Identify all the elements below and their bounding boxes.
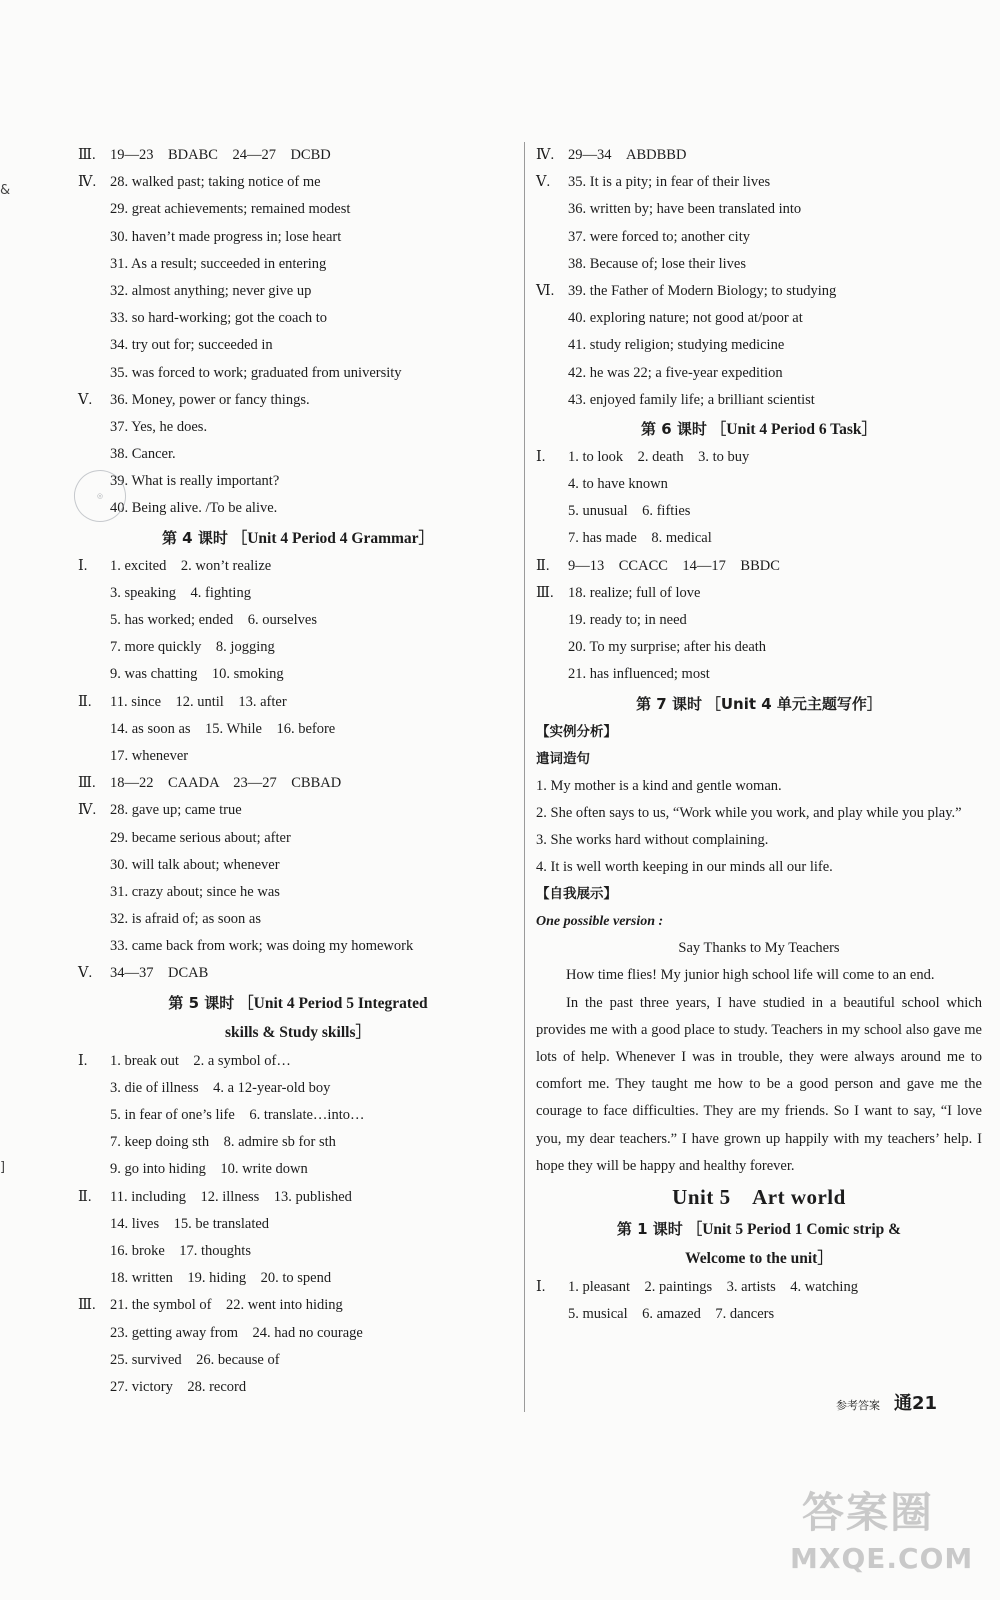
answer-text: 11. since 12. until 13. after	[110, 693, 287, 710]
answer-text: 14. as soon as 15. While 16. before	[110, 720, 336, 737]
section-numeral: Ⅵ.	[536, 282, 555, 299]
answer-text: 3. die of illness 4. a 12-year-old boy	[110, 1079, 331, 1096]
answer-line	[78, 1374, 518, 1401]
lesson-title: ［Unit 5 Period 1 Comic strip &	[686, 1220, 902, 1238]
answer-line	[78, 743, 518, 770]
answer-text: 34—37 DCAB	[110, 965, 209, 982]
lesson-title-continued: skills & Study skills］	[224, 1023, 372, 1041]
answer-line	[536, 224, 982, 251]
page-number: 通21	[894, 1393, 938, 1414]
lesson-heading-continued	[536, 1244, 982, 1274]
column-divider	[524, 142, 525, 1412]
answer-line	[536, 142, 982, 169]
answer-text: 4. to have known	[568, 476, 668, 493]
answer-line	[78, 1048, 518, 1075]
essay-title: Say Thanks to My Teachers	[678, 940, 840, 957]
answer-text: 40. Being alive. /To be alive.	[110, 500, 278, 517]
answer-text: 30. will talk about; whenever	[110, 856, 280, 873]
answer-line	[536, 332, 982, 359]
answer-text: 21. has influenced; most	[568, 666, 710, 683]
lesson-heading	[536, 689, 982, 719]
lesson-title-continued: Welcome to the unit］	[685, 1249, 833, 1267]
answer-text: 1. to look 2. death 3. to buy	[568, 448, 750, 465]
watermark-en: MXQE.COM	[790, 1542, 974, 1575]
answer-text: 35. It is a pity; in fear of their lives	[568, 174, 771, 191]
section-numeral: Ⅴ.	[78, 391, 93, 408]
stamp-mark: ◎	[95, 490, 104, 501]
answer-text: 1. break out 2. a symbol of…	[110, 1052, 291, 1069]
answer-line	[78, 906, 518, 933]
answer-line	[78, 933, 518, 960]
answer-line	[78, 1211, 518, 1238]
section-numeral: Ⅲ.	[78, 775, 96, 792]
lesson-title: ［Unit 4 Period 6 Task］	[710, 420, 877, 438]
section-numeral: Ⅰ.	[536, 448, 546, 465]
section-numeral: Ⅰ.	[78, 557, 88, 574]
answer-text: 18. written 19. hiding 20. to spend	[110, 1270, 332, 1287]
answer-text: 33. so hard-working; got the coach to	[110, 310, 328, 327]
unit-title: Unit 5 Art world	[672, 1184, 846, 1209]
answer-line	[78, 716, 518, 743]
answer-line	[536, 634, 982, 661]
answer-text: 3. speaking 4. fighting	[110, 584, 251, 601]
sentence-line	[536, 800, 982, 827]
answer-text: 5. in fear of one’s life 6. translate…into…	[110, 1107, 365, 1123]
answer-text: 32. is afraid of; as soon as	[110, 911, 262, 928]
answer-text: 42. he was 22; a five-year expedition	[568, 364, 783, 381]
answer-text: 37. Yes, he does.	[110, 418, 208, 435]
possible-version-label: One possible version :	[536, 914, 664, 930]
answer-line	[536, 169, 982, 196]
answer-line	[536, 444, 982, 471]
lesson-number: 第 4 课时	[161, 528, 228, 547]
answer-text: 18. realize; full of love	[568, 584, 701, 601]
answer-line	[536, 498, 982, 525]
answer-line	[78, 770, 518, 797]
answer-text: 32. almost anything; never give up	[110, 282, 312, 299]
lesson-heading-continued	[78, 1018, 518, 1048]
answer-line	[78, 634, 518, 661]
section-numeral: Ⅰ.	[536, 1278, 546, 1295]
section-label-show: 【自我展示】	[536, 886, 617, 903]
section-numeral: Ⅱ.	[536, 557, 550, 574]
answer-line	[78, 387, 518, 414]
section-label-analysis: 【实例分析】	[536, 723, 617, 740]
answer-line	[78, 553, 518, 580]
footer-label: 参考答案	[836, 1399, 880, 1412]
answer-line	[536, 471, 982, 498]
edge-mark-bottom: ]	[0, 1160, 6, 1175]
answer-text: 17. whenever	[110, 747, 189, 764]
edge-mark-top: &	[0, 183, 11, 198]
answer-text: 37. were forced to; another city	[568, 228, 750, 245]
answer-line	[78, 661, 518, 688]
answer-text: 29. became serious about; after	[110, 829, 291, 846]
section-numeral: Ⅲ.	[78, 147, 96, 163]
answer-text: 40. exploring nature; not good at/poor at	[568, 310, 803, 327]
answer-line	[78, 1156, 518, 1183]
answer-text: 1. excited 2. won’t realize	[110, 557, 272, 574]
answer-line	[78, 797, 518, 824]
answer-line	[78, 332, 518, 359]
sentence-line	[536, 773, 982, 800]
answer-text: 18—22 CAADA 23—27 CBBAD	[110, 775, 342, 792]
answer-line	[78, 1292, 518, 1319]
answer-text: 5. unusual 6. fifties	[568, 503, 691, 520]
answer-text: 1. pleasant 2. paintings 3. artists 4. watching	[568, 1278, 858, 1295]
section-numeral: Ⅱ.	[78, 1188, 92, 1205]
answer-text: 36. written by; have been translated into	[568, 201, 802, 218]
site-watermark	[782, 1480, 982, 1590]
answer-text: 38. Cancer.	[110, 446, 176, 463]
lesson-title: ［Unit 4 单元主题写作］	[705, 694, 882, 713]
lesson-heading	[536, 1214, 982, 1244]
answer-line	[78, 305, 518, 332]
answer-line	[78, 879, 518, 906]
section-numeral: Ⅳ.	[78, 802, 97, 819]
section-numeral: Ⅳ.	[78, 174, 97, 191]
answer-line	[78, 1347, 518, 1374]
lesson-heading	[78, 988, 518, 1018]
answer-line	[536, 278, 982, 305]
answer-line	[78, 224, 518, 251]
sentence-line	[536, 854, 982, 881]
answer-text: 20. To my surprise; after his death	[568, 639, 767, 656]
answer-text: 29. great achievements; remained modest	[110, 201, 351, 218]
answer-line	[536, 387, 982, 414]
answer-text: 19. ready to; in need	[568, 612, 687, 628]
answer-line	[536, 1274, 982, 1301]
answer-line	[78, 1075, 518, 1102]
answer-text: 23. getting away from 24. had no courage	[110, 1324, 363, 1341]
answer-text: 28. walked past; taking notice of me	[110, 174, 321, 191]
section-numeral: Ⅴ.	[536, 174, 551, 191]
lesson-heading	[78, 523, 518, 553]
answer-line	[78, 1184, 518, 1211]
answer-line	[78, 169, 518, 196]
answer-text: 35. was forced to work; graduated from university	[110, 364, 402, 381]
answer-text: 19—23 BDABC 24—27 DCBD	[110, 147, 331, 163]
answer-text: 11. including 12. illness 13. published	[110, 1188, 352, 1205]
answer-text: 33. came back from work; was doing my homework	[110, 938, 414, 955]
answer-text: 38. Because of; lose their lives	[568, 255, 746, 272]
right-column	[536, 142, 982, 1328]
answer-text: 9. was chatting 10. smoking	[110, 666, 284, 683]
section-numeral: Ⅱ.	[78, 693, 92, 710]
section-numeral: Ⅰ.	[78, 1052, 88, 1069]
answer-text: 29—34 ABDBBD	[568, 147, 687, 163]
answer-line	[536, 607, 982, 634]
answer-text: 41. study religion; studying medicine	[568, 337, 785, 354]
answer-line	[78, 825, 518, 852]
section-numeral: Ⅴ.	[78, 965, 93, 982]
answer-text: 25. survived 26. because of	[110, 1351, 280, 1368]
sentence-text: 2. She often says to us, “Work while you work, and play while you play.”	[536, 804, 962, 821]
answer-line	[78, 852, 518, 879]
answer-text: 21. the symbol of 22. went into hiding	[110, 1297, 343, 1314]
answer-line	[536, 251, 982, 278]
answer-line	[536, 196, 982, 223]
section-label-sentences: 遣词造句	[536, 750, 590, 767]
section-numeral: Ⅲ.	[78, 1297, 96, 1314]
answer-line	[78, 580, 518, 607]
answer-text: 5. has worked; ended 6. ourselves	[110, 612, 317, 628]
answer-line	[536, 305, 982, 332]
answer-text: 7. has made 8. medical	[568, 530, 712, 547]
answer-text: 14. lives 15. be translated	[110, 1215, 270, 1232]
answer-text: 28. gave up; came true	[110, 802, 242, 819]
answer-line	[536, 661, 982, 688]
answer-line	[78, 1265, 518, 1292]
answer-line	[78, 689, 518, 716]
answer-text: 30. haven’t made progress in; lose heart	[110, 228, 342, 245]
answer-text: 34. try out for; succeeded in	[110, 337, 273, 354]
answer-line	[78, 468, 518, 495]
answer-text: 36. Money, power or fancy things.	[110, 391, 310, 408]
answer-text: 31. crazy about; since he was	[110, 883, 280, 900]
answer-text: 31. As a result; succeeded in entering	[110, 255, 327, 272]
essay-paragraph: In the past three years, I have studied in a beautiful school which provides me with a good place to study. Teachers in my school also gave me lots of help. Whenever I was in trouble, they were always around me to comfort me. They taught me how to be a good person and gave me the courage to face difficulties. They are my friends. So I want to say, “I love you, my dear teachers.” I have grown up happily with my teachers’ help. I hope they will be happy and healthy forever.	[536, 994, 982, 1174]
essay-paragraph: How time flies! My junior high school life will come to an end.	[566, 967, 935, 984]
answer-line	[78, 441, 518, 468]
sentence-text: 3. She works hard without complaining.	[536, 831, 769, 848]
answer-line	[78, 1129, 518, 1156]
answer-line	[536, 1301, 982, 1328]
lesson-number: 第 6 课时	[641, 419, 707, 438]
answer-text: 7. keep doing sth 8. admire sb for sth	[110, 1134, 336, 1151]
left-column	[78, 142, 518, 1401]
section-numeral: Ⅳ.	[536, 147, 555, 163]
answer-text: 39. the Father of Modern Biology; to studying	[568, 282, 837, 299]
sentence-line	[536, 827, 982, 854]
answer-line	[78, 495, 518, 522]
answer-line	[78, 251, 518, 278]
answer-line	[78, 360, 518, 387]
sentence-text: 4. It is well worth keeping in our minds all our life.	[536, 859, 833, 876]
answer-text: 27. victory 28. record	[110, 1378, 247, 1395]
answer-line	[78, 142, 518, 169]
lesson-number: 第 7 课时	[636, 694, 702, 713]
answer-line	[78, 1238, 518, 1265]
answer-line	[78, 278, 518, 305]
answer-line	[78, 196, 518, 223]
answer-line	[78, 1102, 518, 1129]
answer-text: 5. musical 6. amazed 7. dancers	[568, 1306, 775, 1323]
answer-line	[78, 960, 518, 987]
watermark-cn: 答案圈	[802, 1488, 935, 1537]
answer-line	[78, 1320, 518, 1347]
answer-text: 43. enjoyed family life; a brilliant scientist	[568, 391, 815, 408]
answer-line	[536, 360, 982, 387]
answer-text: 39. What is really important?	[110, 473, 280, 490]
answer-text: 9—13 CCACC 14—17 BBDC	[568, 557, 780, 574]
answer-line	[78, 607, 518, 634]
lesson-number: 第 1 课时	[616, 1219, 683, 1238]
sentence-text: 1. My mother is a kind and gentle woman.	[536, 777, 782, 794]
answer-text: 16. broke 17. thoughts	[110, 1242, 251, 1259]
lesson-title: ［Unit 4 Period 5 Integrated	[238, 994, 428, 1012]
answer-text: 7. more quickly 8. jogging	[110, 639, 275, 656]
answer-text: 9. go into hiding 10. write down	[110, 1161, 308, 1178]
lesson-title: ［Unit 4 Period 4 Grammar］	[231, 529, 435, 547]
answer-line	[536, 525, 982, 552]
answer-line	[536, 553, 982, 580]
lesson-heading	[536, 414, 982, 444]
lesson-number: 第 5 课时	[168, 993, 235, 1012]
answer-line	[536, 580, 982, 607]
section-numeral: Ⅲ.	[536, 584, 554, 601]
answer-line	[78, 414, 518, 441]
